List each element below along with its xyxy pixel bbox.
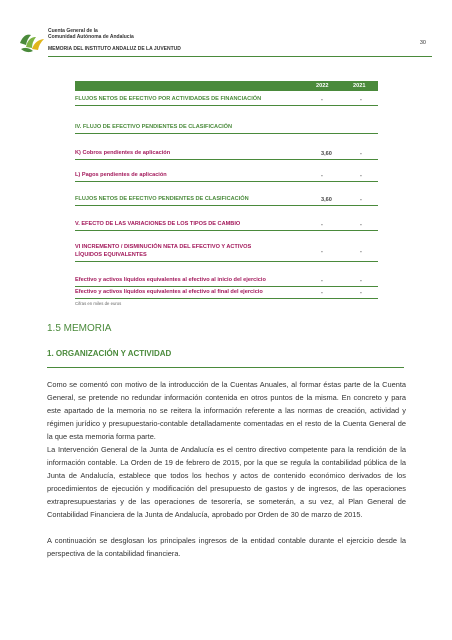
- row-value-2021: -: [360, 97, 362, 103]
- row-label: L) Pagos pendientes de aplicación: [75, 171, 167, 178]
- row-value-2021: -: [360, 249, 362, 255]
- row-value-2022: -: [321, 222, 323, 228]
- table-row: [75, 182, 378, 206]
- header-divider: [48, 56, 432, 57]
- section-divider: [47, 367, 404, 368]
- table-row: [75, 134, 378, 160]
- table-row: [75, 262, 378, 287]
- table-row: [75, 160, 378, 182]
- row-value-2022: -: [321, 173, 323, 179]
- row-label-line1: VI INCREMENTO / DISMINUCIÓN NETA DEL EFECTIVO Y ACTIVOS: [75, 244, 252, 250]
- row-value-2022: 3,60: [321, 197, 332, 203]
- page-header: [18, 26, 432, 60]
- row-value-2022: 3,60: [321, 151, 332, 157]
- junta-andalucia-logo: [18, 29, 46, 55]
- col-2021-header: 2021: [353, 83, 366, 89]
- section-title: 1.5 MEMORIA: [47, 323, 112, 334]
- paragraph-intro: Como se comentó con motivo de la introducción de la Cuentas Anuales, al formar éstas parte de la Cuenta General, se pretende no redundar información contenida en otros puntos de la misma. En concreto y para este apartado de la memoria no se reitera la información referente a las normas de creación, actividad y régimen jurídico y presupuestario-contable detalladamente comentadas en el resto de la Cuenta General de la que esta memoria forma parte.: [47, 380, 406, 441]
- row-label: Efectivo y activos líquidos equivalentes al efectivo al inicio del ejercicio: [75, 276, 266, 283]
- row-value-2021: -: [360, 290, 362, 296]
- header-subtitle: MEMORIA DEL INSTITUTO ANDALUZ DE LA JUVENTUD: [48, 46, 181, 52]
- table-header: [75, 81, 378, 91]
- row-label-line2: LÍQUIDOS EQUIVALENTES: [75, 251, 147, 258]
- row-label: FLUJOS NETOS DE EFECTIVO POR ACTIVIDADES DE FINANCIACIÓN: [75, 95, 262, 102]
- row-label: [75, 244, 251, 259]
- row-value-2021: -: [360, 173, 362, 179]
- section-subtitle: 1. ORGANIZACIÓN Y ACTIVIDAD: [47, 349, 172, 358]
- table-row: [75, 287, 378, 299]
- paragraph-continuacion: A continuación se desglosan los principales ingresos de la entidad contable durante el ejercicio desde la perspectiva de la contabilidad financiera.: [47, 536, 406, 558]
- table-row: [75, 206, 378, 231]
- row-value-2021: -: [360, 278, 362, 284]
- table-note: Cifras en miles de euros: [75, 301, 122, 306]
- row-label: V. EFECTO DE LAS VARIACIONES DE LOS TIPOS DE CAMBIO: [75, 220, 241, 227]
- row-label: IV. FLUJO DE EFECTIVO PENDIENTES DE CLASIFICACIÓN: [75, 123, 233, 130]
- row-value-2021: -: [360, 197, 362, 203]
- table-row: [75, 231, 378, 262]
- row-label: K) Cobros pendientes de aplicación: [75, 149, 171, 156]
- paragraph-intervencion: La Intervención General de la Junta de Andalucía es el centro directivo competente para la rendición de la información contable. La Orden de 19 de febrero de 2015, por la que se regula la contabilidad pública de la Junta de Andalucía, establece que todos los hechos y actos de contenido económico derivados de los procedimientos de ejecución y modificación del presupuesto de gastos y de ingresos, de las operaciones extrapresupuestarias y de las operaciones de tesorería, se someterán, a su vez, al Plan General de Contabilidad Financiera de la Junta de Andalucía, aprobado por Orden de 30 de marzo de 2015.: [47, 445, 406, 519]
- row-value-2022: -: [321, 249, 323, 255]
- row-value-2022: -: [321, 97, 323, 103]
- header-title: [48, 28, 134, 40]
- row-value-2022: -: [321, 290, 323, 296]
- page-number: 30: [419, 40, 426, 46]
- col-2022-header: 2022: [316, 83, 329, 89]
- row-value-2021: -: [360, 222, 362, 228]
- cash-flow-table: [75, 81, 378, 296]
- row-label: Efectivo y activos líquidos equivalentes al efectivo al final del ejercicio: [75, 288, 263, 295]
- table-row: [75, 93, 378, 106]
- header-title-line2: Comunidad Autónoma de Andalucía: [48, 34, 134, 40]
- row-value-2022: -: [321, 278, 323, 284]
- table-row: [75, 106, 378, 134]
- row-label: FLUJOS NETOS DE EFECTIVO PENDIENTES DE CLASIFICACIÓN: [75, 195, 249, 202]
- row-value-2021: -: [360, 151, 362, 157]
- header-title-line1: Cuenta General de la: [48, 28, 98, 34]
